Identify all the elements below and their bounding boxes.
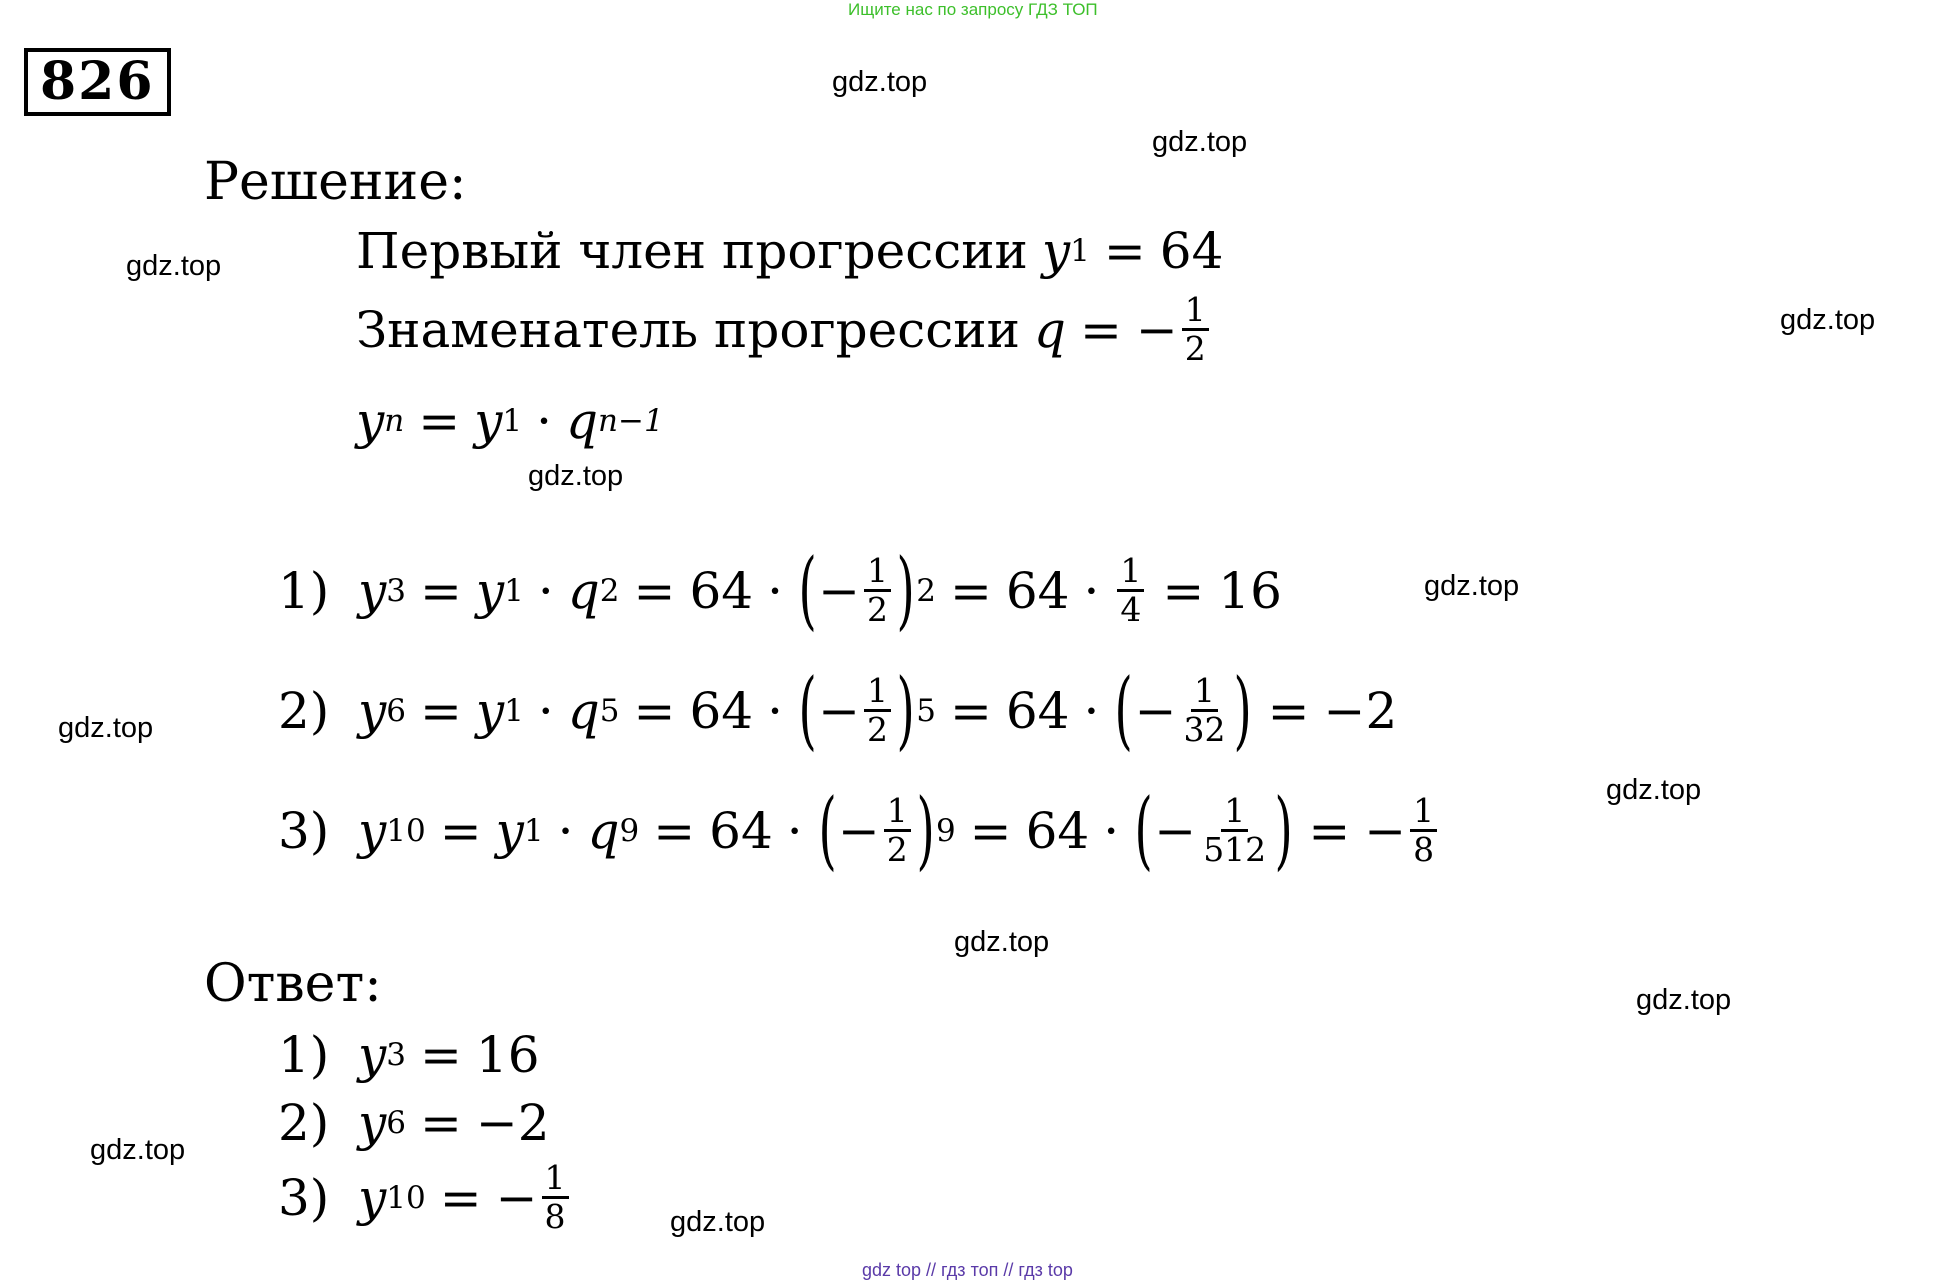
- first-term-value: 64: [1159, 222, 1224, 280]
- watermark: gdz.top: [90, 1134, 186, 1166]
- watermark: gdz.top: [1152, 126, 1248, 158]
- ratio-line: Знаменатель прогрессии q = − $\frac{1}{2}$: [356, 292, 1213, 368]
- step-2-result: −2: [1323, 681, 1398, 740]
- watermark: gdz.top: [1424, 570, 1520, 602]
- general-formula: y n = y 1 · q n−1: [356, 392, 664, 450]
- solution-heading: Решение:: [204, 152, 467, 212]
- step-2: 2) y 6 = y 1 · q 5 = 64 · ( − $\frac{1}{2}$ ) 5 = 64 · ( − $\frac{1}{32}$ ) = −2: [278, 661, 1398, 760]
- answer-heading: Ответ:: [204, 954, 382, 1014]
- step-3-result: $\frac{1}{8}$: [1410, 793, 1437, 869]
- watermark: gdz.top: [832, 66, 928, 98]
- step-3: 3) y 10 = y 1 · q 9 = 64 · ( − $\frac{1}{2}$ ) 9 = 64 · ( − $\frac{1}{512}$ ) = − $\frac{1}{8}$: [278, 788, 1441, 873]
- task-number: 826: [24, 48, 171, 116]
- watermark: gdz.top: [1780, 304, 1876, 336]
- watermark: gdz.top: [670, 1206, 766, 1238]
- first-term-line: Первый член прогрессии y 1 = 64: [356, 222, 1224, 280]
- answer-1: 1) y 3 = 16: [278, 1026, 540, 1084]
- first-term-label: Первый член прогрессии: [356, 222, 1028, 280]
- watermark: gdz.top: [58, 712, 154, 744]
- footer-links[interactable]: gdz top // гдз топ // гдз top: [862, 1260, 1073, 1280]
- ratio-fraction: $\frac{1}{2}$: [1182, 292, 1209, 368]
- watermark: gdz.top: [126, 250, 222, 282]
- watermark: gdz.top: [954, 926, 1050, 958]
- step-1: 1) y 3 = y 1 · q 2 = 64 · ( − $\frac{1}{2}$ ) 2 = 64 · $\frac{1}{4}$ = 16: [278, 541, 1282, 640]
- watermark: gdz.top: [1606, 774, 1702, 806]
- watermark: gdz.top: [1636, 984, 1732, 1016]
- top-banner[interactable]: Ищите нас по запросу ГДЗ ТОП: [848, 0, 1098, 19]
- answer-3: 3) y 10 = − $\frac{1}{8}$: [278, 1160, 573, 1236]
- step-1-result: 16: [1218, 561, 1282, 620]
- watermark: gdz.top: [528, 460, 624, 492]
- answer-2: 2) y 6 = −2: [278, 1094, 550, 1152]
- ratio-label: Знаменатель прогрессии: [356, 300, 1020, 359]
